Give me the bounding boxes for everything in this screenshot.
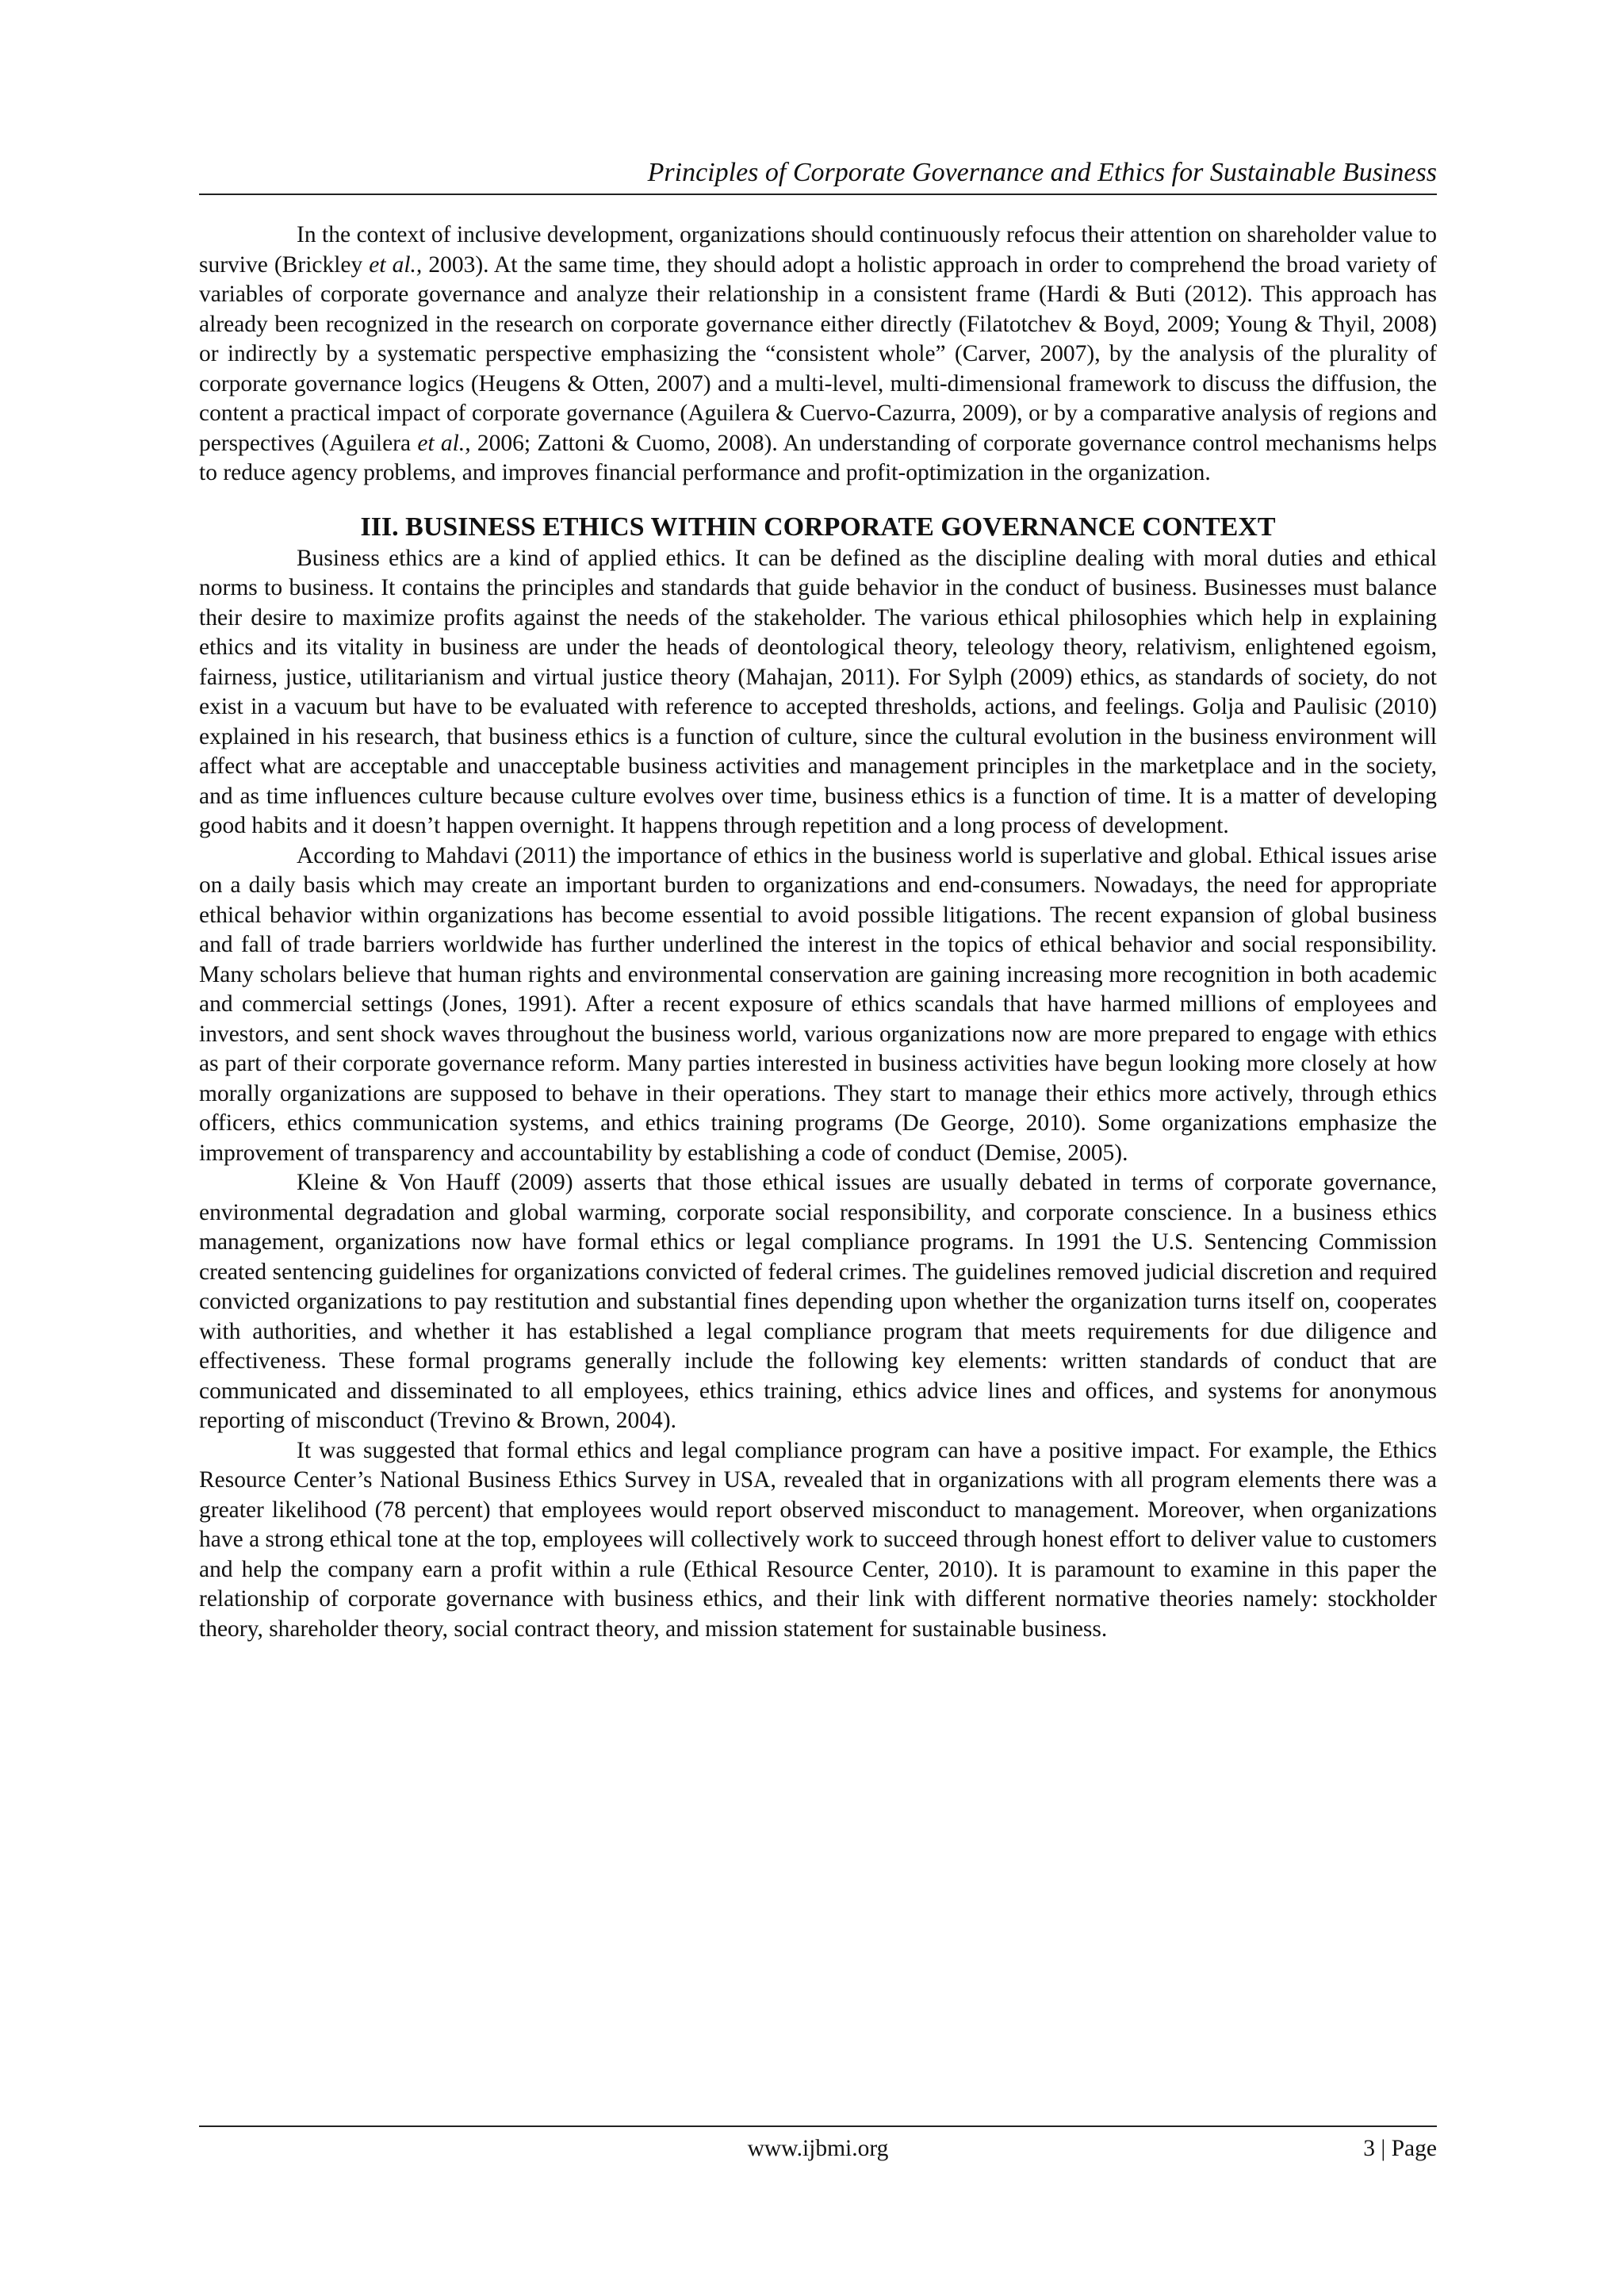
intro-paragraph bbox=[199, 220, 1437, 489]
page-body bbox=[199, 220, 1437, 1644]
footer-rule bbox=[199, 2125, 1437, 2127]
body-paragraph: Kleine & Von Hauff (2009) asserts that those ethical issues are usually debated in terms of corporate governance, environmental degradation and global warming, corporate social responsibility, and corporate conscience. In a business ethics management, organizations now have formal ethics or legal compliance programs. In 1991 the U.S. Sentencing Commission created sentencing guidelines for organizations convicted of federal crimes. The guidelines removed judicial discretion and required convicted organizations to pay restitution and substantial fines depending upon whether the organization turns itself on, cooperates with authorities, and whether it has established a legal compliance program that meets requirements for due diligence and effectiveness. These formal programs generally include the following key elements: written standards of conduct that are communicated and disseminated to all employees, ethics training, ethics advice lines and offices, and systems for anonymous reporting of misconduct (Trevino & Brown, 2004). bbox=[199, 1170, 1437, 1433]
et-al-italic: et al., bbox=[417, 430, 471, 456]
et-al-italic: et al., bbox=[369, 251, 423, 278]
page-number: 3 | Page bbox=[1363, 2136, 1437, 2161]
body-paragraph: Business ethics are a kind of applied ethics. It can be defined as the discipline dealing with moral duties and ethical norms to business. It contains the principles and standards that guide behavior in the conduct of business. Businesses must balance their desire to maximize profits against the needs of the stakeholder. The various ethical philosophies which help in explaining ethics and its vitality in business are under the heads of deontological theory, teleology theory, relativism, enlightened egoism, fairness, justice, utilitarianism and virtual justice theory (Mahajan, 2011). For Sylph (2009) ethics, as standards of society, do not exist in a vacuum but have to be evaluated with reference to accepted thresholds, actions, and feelings. Golja and Paulisic (2010) explained in his research, that business ethics is a function of culture, since the cultural evolution in the business environment will affect what are acceptable and unacceptable business activities and management principles in the marketplace and in the society, and as time influences culture because culture evolves over time, business ethics is a function of time. It is a matter of developing good habits and it doesn’t happen overnight. It happens through repetition and a long process of development. bbox=[199, 545, 1437, 838]
intro-text-b: 2003). At the same time, they should adopt a holistic approach in order to comprehend the broad variety of variables of corporate governance and analyze their relationship in a consistent frame (Hardi & Buti (2012). This approach has already been recognized in the research on corporate governance either directly (Filatotchev & Boyd, 2009; Young & Thyil, 2008) or indirectly by a systematic perspective emphasizing the “consistent whole” (Carver, 2007), by the analysis of the plurality of corporate governance logics (Heugens & Otten, 2007) and a multi-level, multi-dimensional framework to discuss the diffusion, the content a practical impact of corporate governance (Aguilera & Cuervo-Cazurra, 2009), or by a comparative analysis of regions and perspectives (Aguilera bbox=[199, 251, 1437, 456]
section-heading: III. BUSINESS ETHICS WITHIN CORPORATE GOVERNANCE CONTEXT bbox=[360, 512, 1276, 542]
body-paragraph: According to Mahdavi (2011) the importance of ethics in the business world is superlative and global. Ethical issues arise on a daily basis which may create an important burden to organizations and end-consumers. Nowadays, the need for appropriate ethical behavior within organizations has become essential to avoid possible litigations. The recent expansion of global business and fall of trade barriers worldwide has further underlined the interest in the topics of ethical behavior and social responsibility. Many scholars believe that human rights and environmental conservation are gaining increasing more recognition in both academic and commercial settings (Jones, 1991). After a recent exposure of ethics scandals that have harmed millions of employees and investors, and sent shock waves throughout the business world, various organizations now are more prepared to engage with ethics as part of their corporate governance reform. Many parties interested in business activities have begun looking more closely at how morally organizations are supposed to behave in their operations. They start to manage their ethics more actively, through ethics officers, ethics communication systems, and ethics training programs (De George, 2010). Some organizations emphasize the improvement of transparency and accountability by establishing a code of conduct (Demise, 2005). bbox=[199, 842, 1437, 1166]
footer-url: www.ijbmi.org bbox=[747, 2136, 889, 2161]
running-header: Principles of Corporate Governance and Ethics for Sustainable Business bbox=[647, 158, 1437, 187]
body-paragraph: It was suggested that formal ethics and legal compliance program can have a positive impact. For example, the Ethics Resource Center’s National Business Ethics Survey in USA, revealed that in organizations with all program elements there was a greater likelihood (78 percent) that employees would report observed misconduct to management. Moreover, when organizations have a strong ethical tone at the top, employees will collectively work to succeed through honest effort to deliver value to customers and help the company earn a profit within a rule (Ethical Resource Center, 2010). It is paramount to examine in this paper the relationship of corporate governance with business ethics, and their link with different normative theories namely: stockholder theory, shareholder theory, social contract theory, and mission statement for sustainable business. bbox=[199, 1437, 1437, 1642]
intro-text-c: 2006; Zattoni & Cuomo, 2008). An understanding of corporate governance control mechanisms helps to reduce agency problems, and improves financial performance and profit-optimization in the organization. bbox=[199, 430, 1437, 485]
header-rule bbox=[199, 194, 1437, 195]
intro-text-a: In the context of inclusive development, organizations should continuously refocus their attention on shareholder value to survive (Brickley bbox=[199, 222, 1437, 278]
